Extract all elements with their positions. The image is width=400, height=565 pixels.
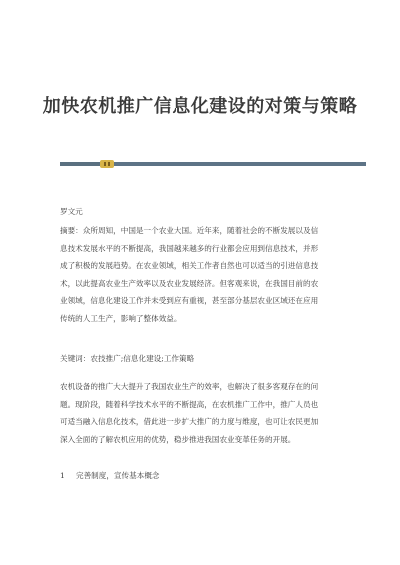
document-title: 加快农机推广信息化建设的对策与策略 bbox=[42, 96, 358, 117]
divider-ornament-icon bbox=[100, 160, 114, 168]
abstract-line: 息技术发展水平的不断提高，我国越来越多的行业都会应用到信息技术，并形 bbox=[60, 243, 319, 253]
section-heading-text: 完善制度，宣传基本概念 bbox=[76, 471, 160, 480]
keywords: 关键词：农技推广;信息化建设;工作策略 bbox=[60, 354, 195, 363]
body-line: 可适当融入信息化技术，借此进一步扩大推广的力度与维度，也可让农民更加 bbox=[60, 417, 319, 426]
abstract-line: 摘要：众所周知，中国是一个农业大国。近年来，随着社会的不断发展以及信 bbox=[60, 226, 319, 235]
divider-bar-right bbox=[114, 162, 366, 166]
abstract-line: 传统的人工生产，影响了整体效益。 bbox=[60, 313, 182, 323]
body-line: 深入全面的了解农机应用的优势，稳步推进我国农业变革任务的开展。 bbox=[60, 434, 296, 444]
abstract bbox=[60, 222, 372, 327]
section-number: 1 bbox=[60, 471, 65, 480]
body-line: 题。现阶段，随着科学技术水平的不断提高，在农机推广工作中，推广人员也 bbox=[60, 399, 319, 409]
abstract-line: 成了积极的发展趋势。在农业领域，相关工作者自然也可以适当的引进信息技 bbox=[60, 261, 319, 270]
author-name: 罗文元 bbox=[60, 207, 83, 216]
abstract-line: 业领域，信息化建设工作并未受到应有重视，甚至部分基层农业区域还在应用 bbox=[60, 296, 319, 305]
section-heading bbox=[60, 470, 372, 481]
abstract-line: 术，以此提高农业生产效率以及农业发展经济。但客观来说，在我国目前的农 bbox=[60, 278, 319, 288]
divider-bar-left bbox=[60, 162, 100, 166]
title-divider bbox=[60, 161, 366, 167]
body-paragraph bbox=[60, 378, 372, 448]
body-line: 农机设备的推广大大提升了我国农业生产的效率，也解决了很多客观存在的问 bbox=[60, 382, 319, 391]
